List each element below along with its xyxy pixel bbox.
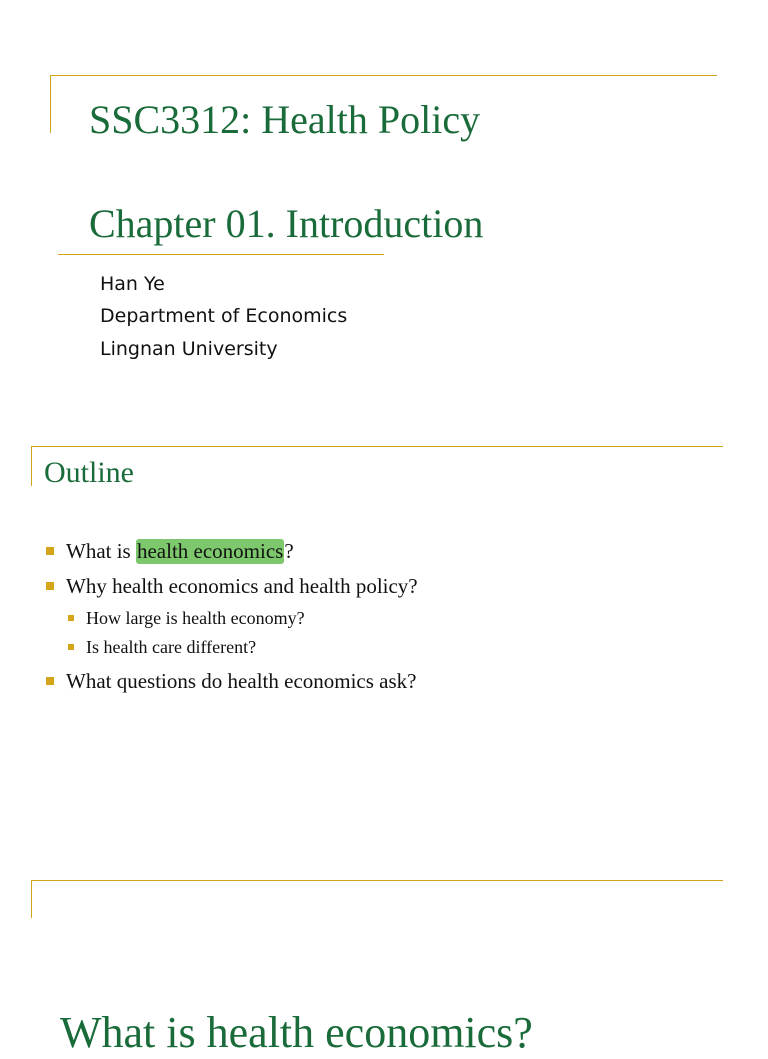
highlighted-term: health economics — [136, 538, 284, 563]
outline-item-1 — [46, 537, 294, 565]
bullet-square-icon — [46, 582, 54, 590]
bullet-square-icon — [46, 677, 54, 685]
sub-bullet-square-icon — [68, 615, 74, 621]
slide3-left-rule — [31, 880, 32, 918]
outline-left-rule — [31, 446, 32, 486]
department-name: Department of Economics — [100, 305, 348, 327]
author-name: Han Ye — [100, 273, 165, 295]
chapter-title: Chapter 01. Introduction — [89, 201, 484, 246]
outline-top-rule — [31, 446, 723, 447]
outline-item-1-text-before: What is — [66, 538, 136, 563]
slide3-top-rule — [31, 880, 723, 881]
outline-subitem-2-text: Is health care different? — [86, 636, 257, 657]
title-left-rule — [50, 75, 51, 133]
outline-item-2-text: Why health economics and health policy? — [66, 573, 418, 598]
outline-heading: Outline — [44, 456, 134, 489]
outline-item-3-text: What questions do health economics ask? — [66, 668, 417, 693]
slide3-heading: What is health economics? — [60, 1008, 533, 1057]
title-top-rule — [50, 75, 717, 76]
course-title: SSC3312: Health Policy — [89, 97, 481, 142]
outline-item-1-text-after: ? — [284, 538, 294, 563]
title-under-rule — [58, 254, 384, 255]
outline-subitem-1-text: How large is health economy? — [86, 607, 305, 628]
university-name: Lingnan University — [100, 338, 278, 360]
outline-subitem-1 — [68, 606, 305, 630]
outline-subitem-2 — [68, 635, 256, 659]
outline-item-3 — [46, 667, 417, 695]
bullet-square-icon — [46, 547, 54, 555]
sub-bullet-square-icon — [68, 644, 74, 650]
outline-item-2 — [46, 572, 418, 600]
